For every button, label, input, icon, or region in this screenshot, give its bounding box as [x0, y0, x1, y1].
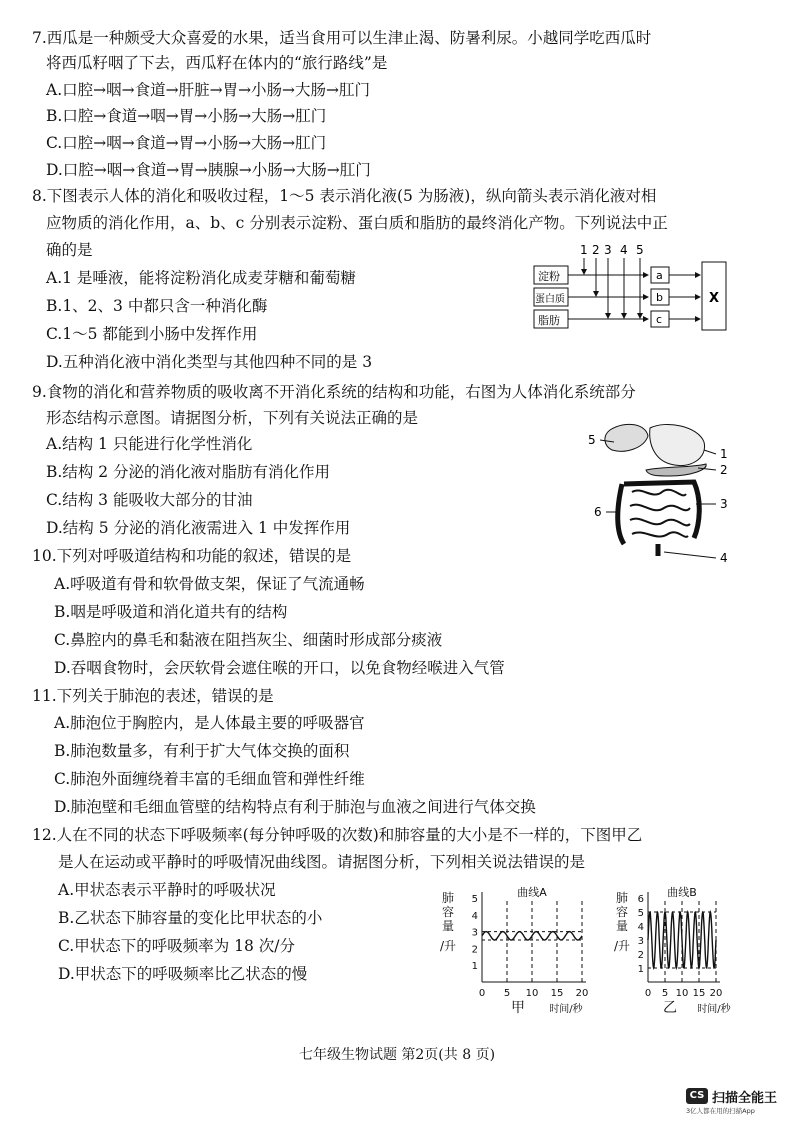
chart-b-xtick-15: 15 — [692, 988, 706, 999]
scanner-logo-badge: CS — [686, 1088, 708, 1104]
q10-option-b: B.咽是呼吸道和消化道共有的结构 — [54, 603, 288, 621]
q8-option-c: C.1～5 都能到小肠中发挥作用 — [46, 325, 258, 343]
scanner-logo-tagline: 3亿人都在用的扫描App — [686, 1107, 755, 1115]
chart-a-ytick-2: 2 — [471, 944, 478, 956]
breathing-chart-a — [436, 878, 596, 1018]
q12-option-a: A.甲状态表示平静时的呼吸状况 — [58, 881, 276, 899]
structure-label-4: 4 — [720, 551, 728, 565]
fluid-number-3: 3 — [604, 243, 612, 257]
q10-option-a: A.呼吸道有骨和软骨做支架，保证了气流通畅 — [54, 575, 365, 593]
chart-a-xtick-20: 20 — [575, 988, 589, 999]
chart-b-ylabel-1: 肺 — [615, 891, 629, 905]
q8-option-b: B.1、2、3 中都只含一种消化酶 — [46, 297, 268, 315]
chart-b-xtick-5: 5 — [661, 988, 669, 999]
q7-stem-line1: 7.西瓜是一种颇受大众喜爱的水果，适当食用可以生津止渴、防暑利尿。小越同学吃西瓜时 — [32, 29, 652, 47]
chart-b-title: 曲线B — [667, 886, 697, 899]
chart-b-ytick-4: 4 — [637, 922, 644, 933]
q11-option-b: B.肺泡数量多，有利于扩大气体交换的面积 — [54, 742, 350, 760]
breathing-chart-b — [608, 878, 748, 1018]
chart-b-caption: 乙 — [663, 1000, 677, 1016]
q9-option-b: B.结构 2 分泌的消化液对脂肪有消化作用 — [46, 463, 331, 481]
chart-b-ytick-1: 1 — [637, 964, 644, 975]
digestion-process-diagram — [530, 240, 730, 340]
chart-a-title: 曲线A — [517, 886, 547, 899]
chart-a-xtick-5: 5 — [503, 988, 511, 999]
q11-option-a: A.肺泡位于胸腔内，是人体最主要的呼吸器官 — [54, 714, 365, 732]
fluid-number-2: 2 — [592, 243, 600, 257]
product-a: a — [656, 269, 663, 282]
q12-stem-line1: 12.人在不同的状态下呼吸频率(每分钟呼吸的次数)和肺容量的大小是不一样的，下图甲乙 — [32, 826, 643, 844]
chart-b-ylabel-2: 容 — [615, 905, 629, 919]
page-footer: 七年级生物试题 第2页(共 8 页) — [298, 1047, 496, 1063]
digestive-system-diagram — [586, 420, 736, 568]
chart-b-ytick-3: 3 — [637, 936, 644, 947]
q10-option-d: D.吞咽食物时，会厌软骨会遮住喉的开口，以免食物经喉进入气管 — [54, 659, 505, 677]
q7-stem-line2: 将西瓜籽咽了下去，西瓜籽在体内的“旅行路线”是 — [46, 54, 388, 72]
q9-option-d: D.结构 5 分泌的消化液需进入 1 中发挥作用 — [46, 519, 351, 537]
fluid-number-1: 1 — [580, 243, 588, 257]
q9-option-a: A.结构 1 只能进行化学性消化 — [46, 435, 253, 453]
chart-a-ylabel-2: 容 — [441, 905, 455, 919]
chart-a-xlabel: 时间/秒 — [549, 1004, 583, 1015]
q11-option-c: C.肺泡外面缠绕着丰富的毛细血管和弹性纤维 — [54, 770, 365, 788]
protein-label: 蛋白质 — [535, 294, 565, 305]
chart-b-xlabel: 时间/秒 — [697, 1004, 731, 1015]
fluid-number-4: 4 — [620, 243, 628, 257]
q12-option-c: C.甲状态下的呼吸频率为 18 次/分 — [58, 937, 296, 955]
q9-option-c: C.结构 3 能吸收大部分的甘油 — [46, 491, 253, 509]
q7-option-b: B.口腔→食道→咽→胃→小肠→大肠→肛门 — [46, 107, 327, 125]
chart-a-ytick-1: 1 — [471, 961, 478, 973]
q9-stem-line1: 9.食物的消化和营养物质的吸收离不开消化系统的结构和功能，右图为人体消化系统部分 — [32, 383, 636, 401]
q7-option-a: A.口腔→咽→食道→肝脏→胃→小肠→大肠→肛门 — [46, 81, 371, 99]
structure-label-2: 2 — [720, 463, 728, 477]
q8-option-d: D.五种消化液中消化类型与其他四种不同的是 3 — [46, 353, 373, 371]
scanner-logo-name: 扫描全能王 — [712, 1091, 778, 1106]
q10-stem: 10.下列对呼吸道结构和功能的叙述，错误的是 — [32, 547, 352, 565]
chart-a-ytick-3: 3 — [471, 927, 478, 939]
chart-a-ylabel-3: 量 — [441, 919, 455, 933]
q11-stem: 11.下列关于肺泡的表述，错误的是 — [32, 687, 274, 705]
q8-stem-line2: 应物质的消化作用，a、b、c 分别表示淀粉、蛋白质和脂肪的最终消化产物。下列说法中正 — [46, 214, 668, 232]
fat-label: 脂肪 — [538, 314, 560, 327]
q8-stem-line1: 8.下图表示人体的消化和吸收过程，1～5 表示消化液(5 为肠液)，纵向箭头表示消化液对相 — [32, 187, 657, 205]
q8-stem-line3: 确的是 — [46, 241, 93, 259]
chart-b-xtick-20: 20 — [709, 988, 723, 999]
q7-option-d: D.口腔→咽→食道→胃→胰腺→小肠→大肠→肛门 — [46, 161, 371, 179]
chart-b-ytick-6: 6 — [637, 894, 644, 905]
q9-stem-line2: 形态结构示意图。请据图分析，下列有关说法正确的是 — [46, 409, 419, 427]
q12-stem-line2: 是人在运动或平静时的呼吸情况曲线图。请据图分析，下列相关说法错误的是 — [58, 853, 586, 871]
chart-a-ylabel-1: 肺 — [441, 891, 455, 905]
product-b: b — [656, 291, 663, 304]
q12-option-b: B.乙状态下肺容量的变化比甲状态的小 — [58, 909, 323, 927]
chart-b-ylabel-3: 量 — [615, 919, 629, 933]
fluid-number-5: 5 — [636, 243, 644, 257]
chart-a-ytick-4: 4 — [471, 910, 478, 922]
q12-option-d: D.甲状态下的呼吸频率比乙状态的慢 — [58, 965, 308, 983]
q11-option-d: D.肺泡壁和毛细血管壁的结构特点有利于肺泡与血液之间进行气体交换 — [54, 798, 536, 816]
chart-b-xtick-10: 10 — [675, 988, 689, 999]
chart-b-xtick-0: 0 — [644, 988, 652, 999]
structure-label-5: 5 — [588, 433, 596, 447]
result-x: X — [709, 291, 720, 306]
chart-b-ytick-2: 2 — [637, 950, 644, 961]
chart-a-xtick-0: 0 — [478, 988, 486, 999]
q10-option-c: C.鼻腔内的鼻毛和黏液在阻挡灰尘、细菌时形成部分痰液 — [54, 631, 443, 649]
chart-b-ylabel-4: /升 — [613, 939, 631, 953]
starch-label: 淀粉 — [538, 270, 560, 283]
q8-option-a: A.1 是唾液，能将淀粉消化成麦芽糖和葡萄糖 — [46, 269, 356, 287]
structure-label-3: 3 — [720, 497, 728, 511]
chart-b-ytick-5: 5 — [637, 908, 644, 919]
chart-a-xtick-10: 10 — [525, 988, 539, 999]
q7-option-c: C.口腔→咽→食道→胃→小肠→大肠→肛门 — [46, 134, 327, 152]
structure-label-6: 6 — [594, 505, 602, 519]
chart-a-ytick-5: 5 — [471, 894, 478, 905]
product-c: c — [656, 313, 663, 326]
chart-a-caption: 甲 — [511, 1000, 525, 1016]
chart-a-xtick-15: 15 — [550, 988, 564, 999]
chart-a-ylabel-4: /升 — [439, 939, 457, 953]
structure-label-1: 1 — [720, 447, 728, 461]
